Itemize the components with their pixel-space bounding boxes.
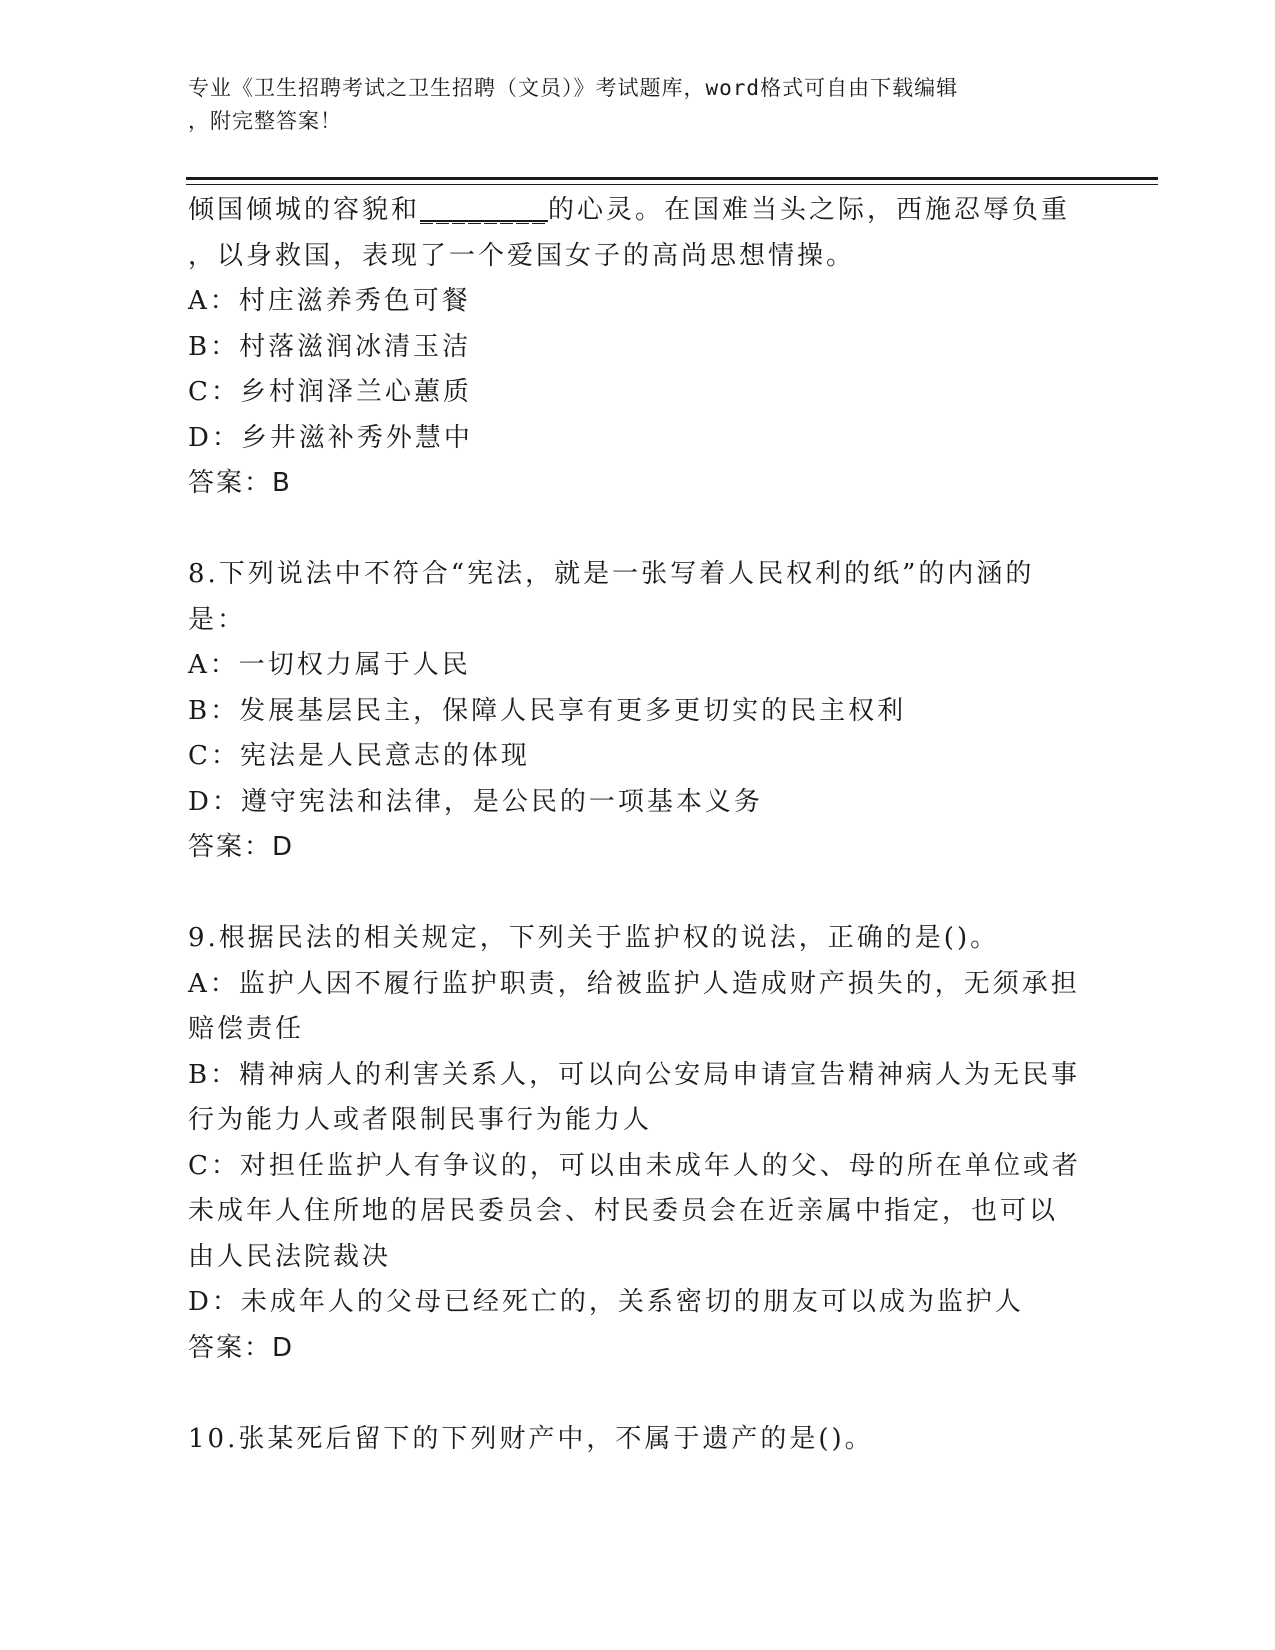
header-divider-thick <box>186 177 1158 180</box>
header-divider-thin <box>186 184 1158 185</box>
question-stem-line: 10.张某死后留下的下列财产中，不属于遗产的是()。 <box>188 1423 874 1454</box>
question-stem-line: 9.根据民法的相关规定，下列关于监护权的说法，正确的是()。 <box>188 923 1000 953</box>
answer: 答案：B <box>188 468 292 498</box>
option-c: C：宪法是人民意志的体现 <box>188 741 530 771</box>
document-body <box>188 188 1088 1462</box>
option-a-continued: 赔偿责任 <box>188 1014 305 1044</box>
option-c: C：乡村润泽兰心蕙质 <box>188 377 472 407</box>
question-8 <box>188 552 1088 871</box>
option-d: D：未成年人的父母已经死亡的，关系密切的朋友可以成为监护人 <box>188 1287 1024 1317</box>
option-c: C：对担任监护人有争议的，可以由未成年人的父、母的所在单位或者 <box>188 1150 1081 1181</box>
header-line-1: 专业《卫生招聘考试之卫生招聘（文员）》考试题库，word格式可自由下载编辑 <box>188 76 959 100</box>
question-7 <box>188 188 1088 507</box>
spacer <box>188 1371 1088 1417</box>
option-d: D：遵守宪法和法律，是公民的一项基本义务 <box>188 786 763 817</box>
spacer <box>188 507 1088 553</box>
option-a: A：监护人因不履行监护职责，给被监护人造成财产损失的，无须承担 <box>188 968 1080 999</box>
option-b-continued: 行为能力人或者限制民事行为能力人 <box>188 1105 653 1135</box>
question-stem-line: ，以身救国，表现了一个爱国女子的高尚思想情操。 <box>188 240 856 271</box>
spacer <box>188 871 1088 917</box>
option-c-continued: 未成年人住所地的居民委员会、村民委员会在近亲属中指定，也可以 <box>188 1196 1059 1226</box>
option-a: A：一切权力属于人民 <box>188 650 471 680</box>
question-10 <box>188 1417 1088 1463</box>
question-stem-line <box>188 188 1088 234</box>
answer: 答案：D <box>188 832 295 862</box>
fill-in-blank: ________ <box>420 195 549 225</box>
question-9 <box>188 916 1088 1371</box>
option-b: B：精神病人的利害关系人，可以向公安局申请宣告精神病人为无民事 <box>188 1059 1081 1090</box>
option-b: B：村落滋润冰清玉洁 <box>188 331 472 362</box>
option-a: A：村庄滋养秀色可餐 <box>188 286 471 316</box>
answer: 答案：D <box>188 1332 295 1363</box>
option-c-continued: 由人民法院裁决 <box>188 1241 392 1272</box>
stem-text: 倾国倾城的容貌和 <box>188 195 421 225</box>
header-line-2: ，附完整答案！ <box>188 109 342 133</box>
option-b: B：发展基层民主，保障人民享有更多更切实的民主权利 <box>188 695 907 726</box>
stem-text: 的心灵。在国难当头之际，西施忍辱负重 <box>548 195 1071 225</box>
question-stem-line: 8.下列说法中不符合“宪法，就是一张写着人民权利的纸”的内涵的 <box>188 559 1035 589</box>
document-header <box>188 72 1078 138</box>
question-stem-line: 是： <box>188 604 247 635</box>
option-d: D：乡井滋补秀外慧中 <box>188 422 473 453</box>
